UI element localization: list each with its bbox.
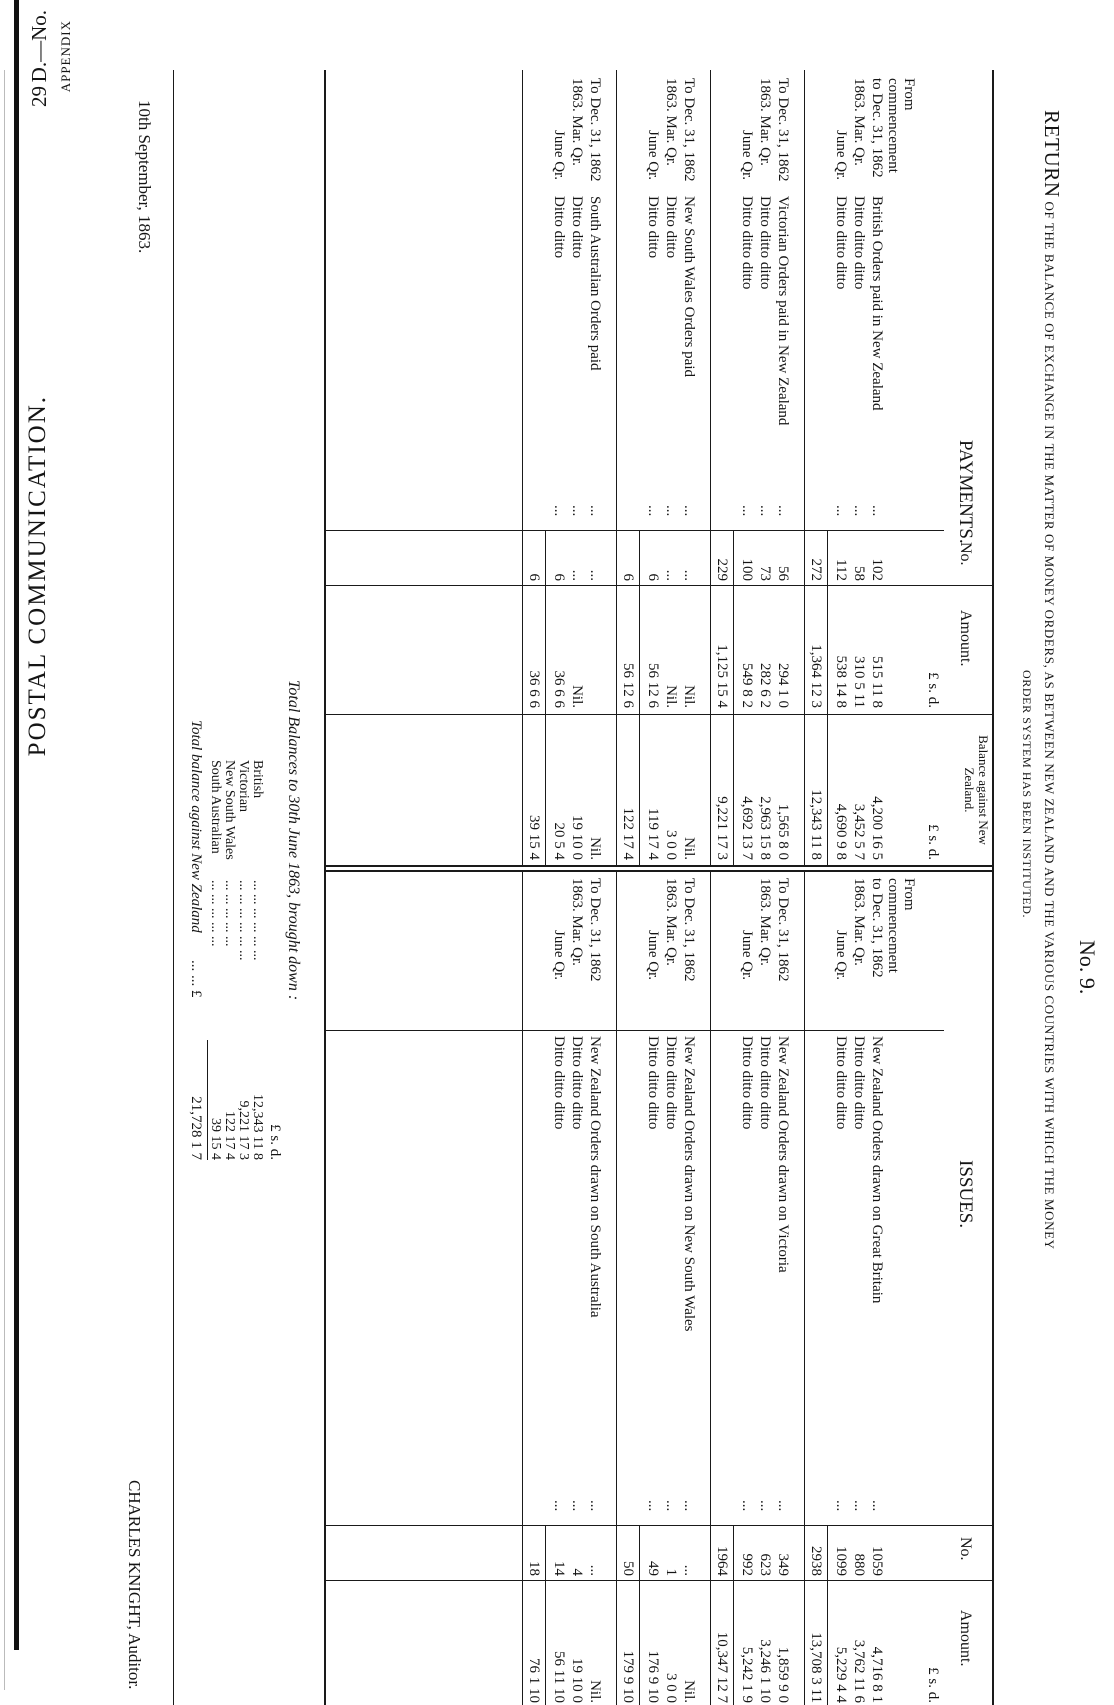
payment-balance: 4,200 16 5 — [869, 796, 885, 860]
payment-period: June Qr. — [739, 130, 755, 180]
payment-count: 56 — [775, 566, 791, 581]
payments-subtotal-rule — [639, 530, 640, 865]
issue-leader-dots: ... — [757, 1500, 773, 1512]
payments-group-rule — [616, 70, 617, 865]
summary-total-amount: 21,728 1 7 — [188, 1096, 204, 1160]
issue-description: Ditto ditto ditto — [551, 1036, 567, 1130]
return-title-rest: OF THE BALANCE OF EXCHANGE IN THE MATTER OF MONEY ORDERS, AS BETWEEN NEW ZEALAND AND THE VARIOUS COUNTRIES WITH WHICH THE MONEY — [1042, 201, 1057, 1250]
payment-count: 100 — [739, 558, 755, 581]
summary-rule — [207, 1040, 208, 1160]
summary-total-dots: ... ... £ — [188, 960, 204, 998]
issue-count: 4 — [569, 1568, 585, 1576]
issue-period: To Dec. 31, 1862 — [681, 878, 697, 982]
issue-leader-dots: ... — [739, 1500, 755, 1512]
payment-total-count: 272 — [808, 558, 824, 581]
payment-total-count: 229 — [714, 558, 730, 581]
issue-total-count: 1964 — [714, 1546, 730, 1576]
payment-amount: 538 14 8 — [833, 655, 849, 708]
payments-group-rule — [522, 70, 523, 865]
payment-leader-dots: ... — [551, 505, 567, 517]
issues-subtotal-rule — [827, 1525, 828, 1705]
summary-label: South Australian — [208, 760, 223, 854]
payments-col-rule — [326, 714, 994, 715]
payment-balance: 4,690 9 8 — [833, 803, 849, 860]
payment-balance: Nil. — [681, 837, 697, 860]
issue-period: 1863. Mar. Qr. — [851, 878, 867, 966]
issue-period: To Dec. 31, 1862 — [775, 878, 791, 982]
payment-balance: 3,452 5 7 — [851, 803, 867, 860]
issues-col-amount: Amount. — [957, 1610, 974, 1667]
issue-amount: 1,859 9 0 — [775, 1646, 791, 1703]
payment-leader-dots: ... — [587, 505, 603, 517]
summary-amount: 12,343 11 8 — [250, 1094, 265, 1160]
payment-total-amount: 36 6 6 — [526, 670, 542, 708]
issue-leader-dots: ... — [833, 1500, 849, 1512]
issues-group-rule — [522, 872, 523, 1705]
payments-col-amount: Amount. — [957, 610, 974, 667]
payment-total-balance: 9,221 17 3 — [714, 796, 730, 860]
issue-period: to Dec. 31, 1862 — [869, 878, 885, 978]
report-date: 10th September, 1863. — [135, 100, 154, 254]
issue-amount: 56 11 10 — [551, 1651, 567, 1703]
payment-leader-dots: ... — [645, 505, 661, 517]
issue-amount: 5,242 1 9 — [739, 1646, 755, 1703]
summary-dots: ... ... ... ... ... — [222, 880, 237, 947]
issue-count: ... — [587, 1564, 603, 1576]
issue-amount: 3 0 0 — [663, 1673, 679, 1703]
payment-leader-dots: ... — [739, 505, 755, 517]
issue-description: Ditto ditto ditto — [757, 1036, 773, 1130]
issue-description: Ditto ditto ditto — [739, 1036, 755, 1130]
payment-count: ... — [681, 569, 697, 581]
payment-period: commencement — [885, 78, 901, 173]
payment-period: June Qr. — [645, 130, 661, 180]
summary-amount: 122 17 4 — [222, 1111, 237, 1160]
issues-group-rule — [616, 872, 617, 1705]
payment-balance: 1,565 8 0 — [775, 803, 791, 860]
table-bottom-rule — [324, 70, 326, 1705]
payment-description: New South Wales Orders paid — [681, 196, 697, 377]
payment-total-count: 6 — [620, 573, 636, 581]
payment-balance: 3 0 0 — [663, 830, 679, 860]
payment-balance: 20 5 4 — [551, 822, 567, 860]
issue-total-amount: 179 9 10 — [620, 1650, 636, 1703]
issue-description: Ditto ditto ditto — [833, 1036, 849, 1130]
return-title-lead: RETURN — [1040, 110, 1064, 198]
payment-period: To Dec. 31, 1862 — [587, 78, 603, 182]
payments-col-no: No. — [957, 542, 974, 566]
table-top-rule — [992, 70, 994, 1705]
payment-count: 6 — [551, 573, 567, 581]
payment-amount: 36 6 6 — [551, 670, 567, 708]
issue-count: 349 — [775, 1553, 791, 1576]
issue-description: New Zealand Orders drawn on New South Wales — [681, 1036, 697, 1332]
payment-period: June Qr. — [833, 130, 849, 180]
issue-amount: Nil. — [681, 1680, 697, 1703]
issues-group-rule — [710, 872, 711, 1705]
summary-heading: Total Balances to 30th June 1863, brought down : — [285, 680, 302, 1001]
payment-description: British Orders paid in New Zealand — [869, 196, 885, 411]
payment-count: 6 — [645, 573, 661, 581]
payment-description: Ditto ditto — [663, 196, 679, 259]
payment-count: 58 — [851, 566, 867, 581]
return-title — [1039, 110, 1064, 1250]
payments-subtotal-rule — [827, 530, 828, 865]
running-title: POSTAL COMMUNICATION. — [24, 395, 51, 757]
issue-period: commencement — [885, 878, 901, 973]
issue-count: 1099 — [833, 1546, 849, 1576]
payments-heading: PAYMENTS. — [955, 440, 976, 544]
issue-count: 1 — [663, 1568, 679, 1576]
issue-leader-dots: ... — [587, 1500, 603, 1512]
return-number: No. 9. — [1075, 940, 1100, 995]
payments-subtotal-rule — [545, 530, 546, 865]
issue-period: June Qr. — [833, 930, 849, 980]
issue-count: ... — [681, 1564, 697, 1576]
issue-total-count: 18 — [526, 1561, 542, 1576]
summary-amount: 9,221 17 3 — [236, 1100, 251, 1160]
payment-period: To Dec. 31, 1862 — [775, 78, 791, 182]
payment-description: Ditto ditto — [551, 196, 567, 259]
summary-label: New South Wales — [222, 760, 237, 860]
issue-period: June Qr. — [551, 930, 567, 980]
panel-divider-2 — [324, 870, 994, 872]
summary-dots: ... ... ... ... ... ... — [250, 880, 265, 961]
appendix-ref: D.—No. — [27, 10, 51, 83]
payment-count: 112 — [833, 559, 849, 581]
issue-leader-dots: ... — [869, 1500, 885, 1512]
payment-amount: 282 6 2 — [757, 663, 773, 708]
summary-label: British — [250, 760, 265, 799]
payment-period: 1863. Mar. Qr. — [663, 78, 679, 166]
issue-count: 14 — [551, 1561, 567, 1576]
payment-period: 1863. Mar. Qr. — [851, 78, 867, 166]
payment-leader-dots: ... — [663, 505, 679, 517]
payment-amount: Nil. — [569, 685, 585, 708]
payment-period: To Dec. 31, 1862 — [681, 78, 697, 182]
issue-leader-dots: ... — [681, 1500, 697, 1512]
payment-description: Victorian Orders paid in New Zealand — [775, 196, 791, 426]
payment-total-amount: 56 12 6 — [620, 663, 636, 708]
issues-units-amount: £ s. d. — [925, 1667, 941, 1703]
panel-divider — [324, 865, 994, 867]
payment-period: June Qr. — [551, 130, 567, 180]
payment-balance: 119 17 4 — [645, 808, 661, 860]
payment-leader-dots: ... — [569, 505, 585, 517]
issue-total-count: 2938 — [808, 1546, 824, 1576]
issue-leader-dots: ... — [663, 1500, 679, 1512]
summary-dots: ... ... ... ... ... — [208, 880, 223, 947]
issue-count: 49 — [645, 1561, 661, 1576]
issues-heading: ISSUES. — [955, 1160, 976, 1229]
issue-leader-dots: ... — [569, 1500, 585, 1512]
issue-total-amount: 76 1 10 — [526, 1658, 542, 1703]
payment-description: Ditto ditto — [569, 196, 585, 259]
payment-period: From — [901, 78, 917, 111]
issues-subtotal-rule — [545, 1525, 546, 1705]
issue-period: 1863. Mar. Qr. — [663, 878, 679, 966]
issues-col-no: No. — [957, 1537, 974, 1561]
payments-units-amount: £ s. d. — [925, 672, 941, 708]
payment-total-balance: 39 15 4 — [526, 815, 542, 860]
issue-count: 992 — [739, 1553, 755, 1576]
summary-label: Victorian — [236, 760, 251, 813]
payment-balance: 2,963 15 8 — [757, 796, 773, 860]
payment-leader-dots: ... — [775, 505, 791, 517]
payment-count: 73 — [757, 566, 773, 581]
payment-amount: Nil. — [681, 685, 697, 708]
payment-description: Ditto ditto ditto — [833, 196, 849, 290]
payment-description: Ditto ditto ditto — [739, 196, 755, 290]
issue-description: Ditto ditto ditto — [645, 1036, 661, 1130]
payment-count: 102 — [869, 558, 885, 581]
payment-balance: 19 10 0 — [569, 815, 585, 860]
payment-period: 1863. Mar. Qr. — [757, 78, 773, 166]
auditor-signature: CHARLES KNIGHT, Auditor. — [125, 1480, 144, 1690]
payments-group-rule — [710, 70, 711, 865]
issue-leader-dots: ... — [551, 1500, 567, 1512]
issue-total-count: 50 — [620, 1561, 636, 1576]
issue-period: 1863. Mar. Qr. — [569, 878, 585, 966]
issue-amount: 19 10 0 — [569, 1658, 585, 1703]
payments-col-rule — [326, 530, 944, 531]
summary-amount: 39 15 4 — [208, 1118, 223, 1160]
issue-amount: 4,716 8 1 — [869, 1646, 885, 1703]
payment-total-balance: 122 17 4 — [620, 807, 636, 860]
summary-dots: ... ... ... ... ... ... — [236, 880, 251, 961]
payment-count: ... — [587, 569, 603, 581]
payment-leader-dots: ... — [869, 505, 885, 517]
issue-period: June Qr. — [739, 930, 755, 980]
payment-period: 1863. Mar. Qr. — [569, 78, 585, 166]
payments-units-balance: £ s. d. — [925, 824, 941, 860]
payment-balance: 4,692 13 7 — [739, 796, 755, 860]
payment-description: Ditto ditto ditto — [757, 196, 773, 290]
issue-total-amount: 10,347 12 7 — [714, 1631, 730, 1703]
payment-amount: 515 11 8 — [869, 656, 885, 708]
issues-col-rule — [326, 1580, 994, 1581]
issue-period: 1863. Mar. Qr. — [757, 878, 773, 966]
issue-amount: 3,246 1 10 — [757, 1639, 773, 1703]
payment-total-amount: 1,364 12 3 — [808, 644, 824, 708]
payment-period: to Dec. 31, 1862 — [869, 78, 885, 178]
payment-total-balance: 12,343 11 8 — [808, 789, 824, 860]
payments-group-rule — [804, 70, 805, 865]
payment-description: Ditto ditto ditto — [851, 196, 867, 290]
payment-amount: Nil. — [663, 685, 679, 708]
issue-period: June Qr. — [645, 930, 661, 980]
issue-count: 623 — [757, 1553, 773, 1576]
payments-subtotal-rule — [733, 530, 734, 865]
payment-leader-dots: ... — [833, 505, 849, 517]
payment-description: Ditto ditto — [645, 196, 661, 259]
issue-period: To Dec. 31, 1862 — [587, 878, 603, 982]
issues-group-rule — [804, 872, 805, 1705]
issue-amount: Nil. — [587, 1680, 603, 1703]
issues-subtotal-rule — [639, 1525, 640, 1705]
issue-count: 1059 — [869, 1546, 885, 1576]
issue-amount: 3,762 11 6 — [851, 1639, 867, 1703]
payment-count: ... — [663, 569, 679, 581]
issue-leader-dots: ... — [645, 1500, 661, 1512]
issue-amount: 5,229 4 4 — [833, 1646, 849, 1703]
payments-col-balance: Balance against New Zealand. — [962, 735, 991, 845]
issue-total-amount: 13,708 3 11 — [808, 1632, 824, 1703]
payment-description: South Australian Orders paid — [587, 196, 603, 371]
issue-description: New Zealand Orders drawn on Great Britain — [869, 1036, 885, 1304]
page-number: 29 — [27, 86, 51, 107]
payment-amount: 294 1 0 — [775, 663, 791, 708]
issue-count: 880 — [851, 1553, 867, 1576]
payment-leader-dots: ... — [681, 505, 697, 517]
payment-amount: 310 5 11 — [851, 656, 867, 708]
issues-subtotal-rule — [733, 1525, 734, 1705]
payment-leader-dots: ... — [757, 505, 773, 517]
issue-leader-dots: ... — [775, 1500, 791, 1512]
payment-leader-dots: ... — [851, 505, 867, 517]
issue-description: Ditto ditto ditto — [569, 1036, 585, 1130]
summary-total-label: Total balance against New Zealand — [188, 720, 204, 933]
footer-rule — [173, 70, 174, 1705]
payment-total-count: 6 — [526, 573, 542, 581]
appendix-label: APPENDIX — [58, 20, 73, 93]
payments-col-rule — [326, 585, 994, 586]
issue-description: New Zealand Orders drawn on Victoria — [775, 1036, 791, 1273]
issue-amount: 176 9 10 — [645, 1650, 661, 1703]
payment-count: ... — [569, 569, 585, 581]
issues-col-rule — [326, 1525, 994, 1526]
issues-col-rule — [326, 1030, 944, 1031]
issue-description: New Zealand Orders drawn on South Australia — [587, 1036, 603, 1318]
issue-description: Ditto ditto ditto — [851, 1036, 867, 1130]
summary-units: £ s. d. — [267, 1124, 283, 1160]
payment-total-amount: 1,125 15 4 — [714, 644, 730, 708]
payment-amount: 549 8 2 — [739, 663, 755, 708]
issue-leader-dots: ... — [851, 1500, 867, 1512]
payment-amount: 56 12 6 — [645, 663, 661, 708]
issue-period: From — [901, 878, 917, 911]
return-title-line2: ORDER SYSTEM HAS BEEN INSTITUTED. — [1020, 670, 1034, 919]
issue-description: Ditto ditto ditto — [663, 1036, 679, 1130]
payment-balance: Nil. — [587, 837, 603, 860]
